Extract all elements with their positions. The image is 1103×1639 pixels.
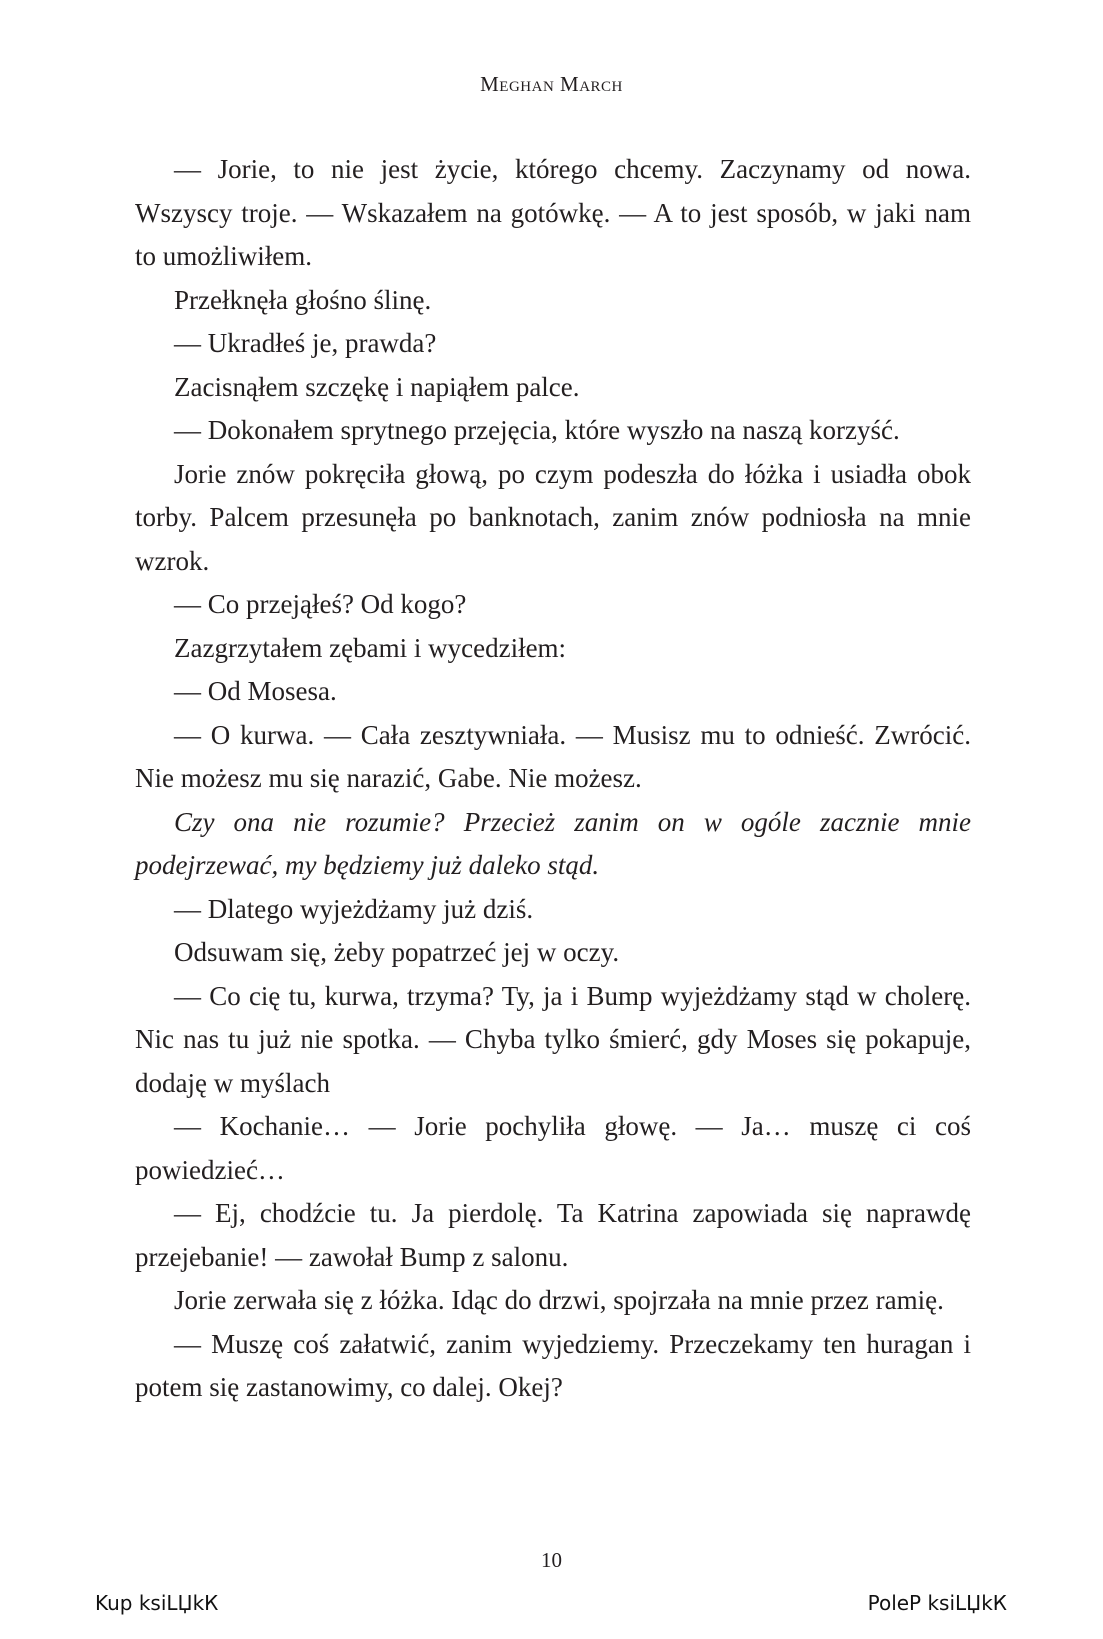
paragraph: — Co cię tu, kurwa, trzyma? Ty, ja i Bump wyjeżdżamy stąd w cholerę. Nic nas tu już nie spotka. — Chyba tylko śmierć, gdy Moses się pokapuje, dodaję w myślach xyxy=(135,980,971,1098)
paragraph: Zacisnąłem szczękę i napiąłem palce. xyxy=(174,371,580,402)
paragraph: — Kochanie… — Jorie pochyliła głowę. — Ja… muszę ci coś powiedzieć… xyxy=(135,1111,971,1185)
italic-thought-paragraph: Czy ona nie rozumie? Przecież zanim on w ogóle zacznie mnie podejrzewać, my będziemy już daleko stąd. xyxy=(135,806,971,880)
page-number: 10 xyxy=(541,1548,562,1572)
paragraph: — Muszę coś załatwić, zanim wyjedziemy. Przeczekamy ten huragan i potem się zastanowimy, co dalej. Okej? xyxy=(135,1328,971,1402)
paragraph: Jorie znów pokręciła głową, po czym podeszła do łóżka i usiadła obok torby. Palcem przesunęła po banknotach, zanim znów podniosła na mnie wzrok. xyxy=(135,458,971,576)
paragraph: — Co przejąłeś? Od kogo? xyxy=(174,589,467,619)
running-head xyxy=(0,72,1103,97)
body-text xyxy=(135,148,971,1410)
paragraph: Odsuwam się, żeby popatrzeć jej w oczy. xyxy=(174,937,620,967)
paragraph: Jorie zerwała się z łóżka. Idąc do drzwi, spojrzała na mnie przez ramię. xyxy=(174,1285,944,1315)
paragraph: — Dokonałem sprytnego przejęcia, które wyszło na naszą korzyść. xyxy=(174,415,900,445)
buy-book-link[interactable]: Kup ksiLЏkК xyxy=(95,1591,219,1615)
paragraph: Przełknęła głośno ślinę. xyxy=(174,284,432,315)
author-name: Meghan March xyxy=(480,72,623,96)
recommend-book-link[interactable]: PoleP ksiLЏkК xyxy=(867,1591,1007,1615)
paragraph: — Dlatego wyjeżdżamy już dziś. xyxy=(174,893,534,924)
paragraph: — Ej, chodźcie tu. Ja pierdolę. Ta Katrina zapowiada się naprawdę przejebanie! — zawołał Bump z salonu. xyxy=(135,1198,971,1272)
paragraph: Zazgrzytałem zębami i wycedziłem: xyxy=(174,632,567,663)
paragraph: — Od Mosesa. xyxy=(174,676,337,706)
paragraph: — Jorie, to nie jest życie, którego chcemy. Zaczynamy od nowa. Wszyscy troje. — Wskazałem na gotówkę. — A to jest sposób, w jaki nam to umożliwiłem. xyxy=(135,154,971,271)
paragraph: — Ukradłeś je, prawda? xyxy=(174,328,437,358)
paragraph: — O kurwa. — Cała zesztywniała. — Musisz mu to odnieść. Zwrócić. Nie możesz mu się narazić, Gabe. Nie możesz. xyxy=(135,719,971,793)
